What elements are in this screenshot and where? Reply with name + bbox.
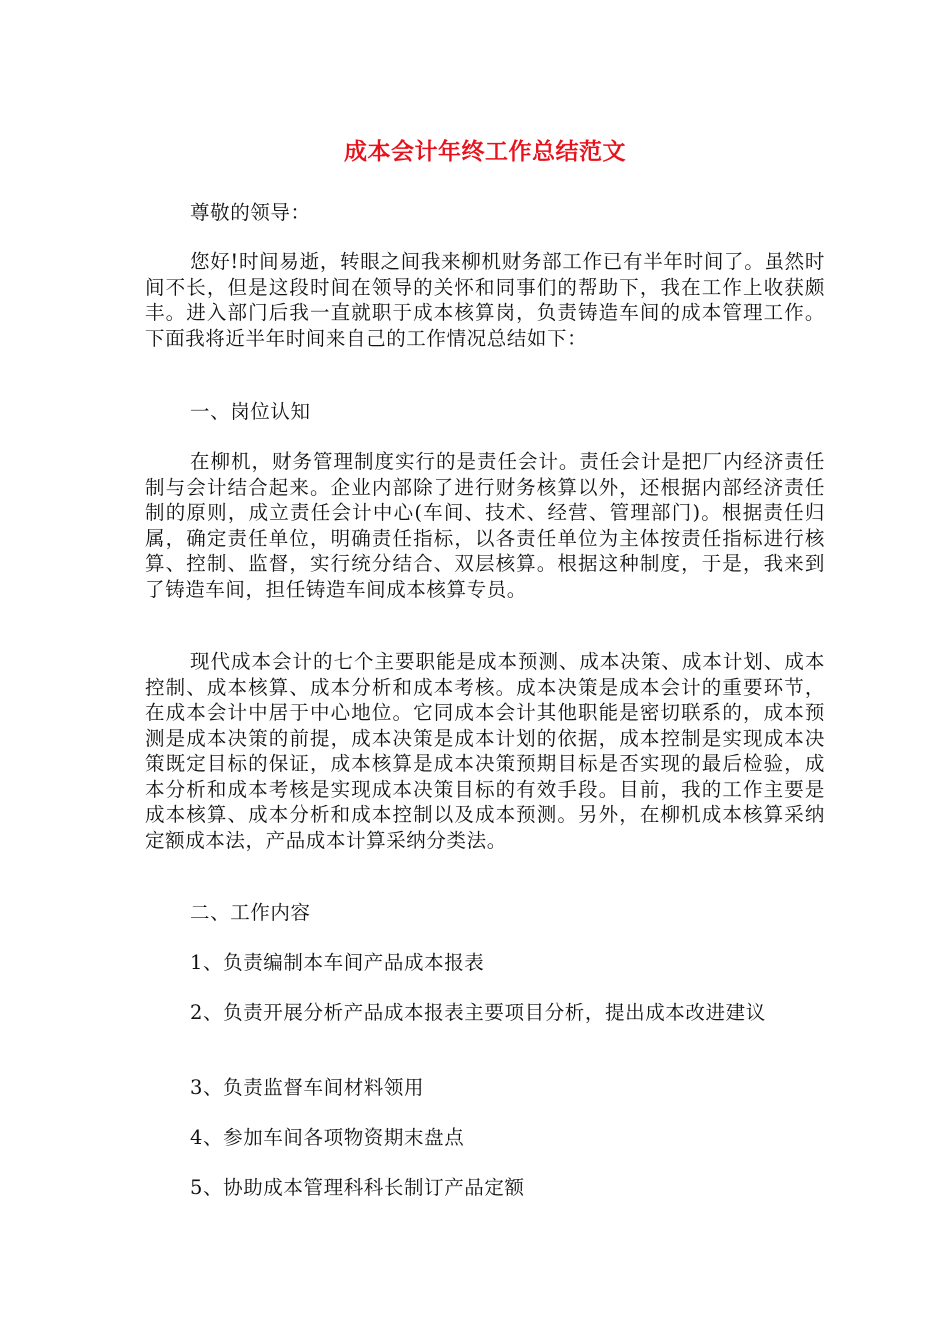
section1-paragraph-2: 现代成本会计的七个主要职能是成本预测、成本决策、成本计划、成本控制、成本核算、成本分析和成本考核。成本决策是成本会计的重要环节，在成本会计中居于中心地位。它同成本会计其他职能是密切联系的，成本预测是成本决策的前提，成本决策是成本计划的依据，成本控制是实现成本决策既定目标的保证，成本核算是成本决策预期目标是否实现的最后检验，成本分析和成本考核是实现成本决策目标的有效手段。目前，我的工作主要是成本核算、成本分析和成本控制以及成本预测。另外，在柳机成本核算采纳定额成本法，产品成本计算采纳分类法。 — [145, 650, 825, 852]
section1-paragraph-1: 在柳机，财务管理制度实行的是责任会计。责任会计是把厂内经济责任制与会计结合起来。企业内部除了进行财务核算以外，还根据内部经济责任制的原则，成立责任会计中心(车间、技术、经营、管理部门)。根据责任归属，确定责任单位，明确责任指标，以各责任单位为主体按责任指标进行核算、控制、监督，实行统分结合、双层核算。根据这种制度，于是，我来到了铸造车间，担任铸造车间成本核算专员。 — [145, 450, 825, 601]
salutation: 尊敬的领导： — [190, 201, 311, 224]
list-item: 5、协助成本管理科科长制订产品定额 — [190, 1176, 525, 1199]
list-item: 2、负责开展分析产品成本报表主要项目分析，提出成本改进建议 — [190, 1001, 766, 1024]
list-item: 1、负责编制本车间产品成本报表 — [190, 951, 485, 974]
list-item: 3、负责监督车间材料领用 — [190, 1076, 425, 1099]
document-title: 成本会计年终工作总结范文 — [344, 139, 626, 165]
intro-paragraph: 您好!时间易逝，转眼之间我来柳机财务部工作已有半年时间了。虽然时间不长，但是这段时间在领导的关怀和同事们的帮助下，我在工作上收获颇丰。进入部门后我一直就职于成本核算岗，负责铸造车间的成本管理工作。下面我将近半年时间来自己的工作情况总结如下： — [145, 250, 825, 350]
section1-heading: 一、岗位认知 — [190, 400, 311, 423]
section2-heading: 二、工作内容 — [190, 901, 311, 924]
list-item: 4、参加车间各项物资期末盘点 — [190, 1126, 465, 1149]
